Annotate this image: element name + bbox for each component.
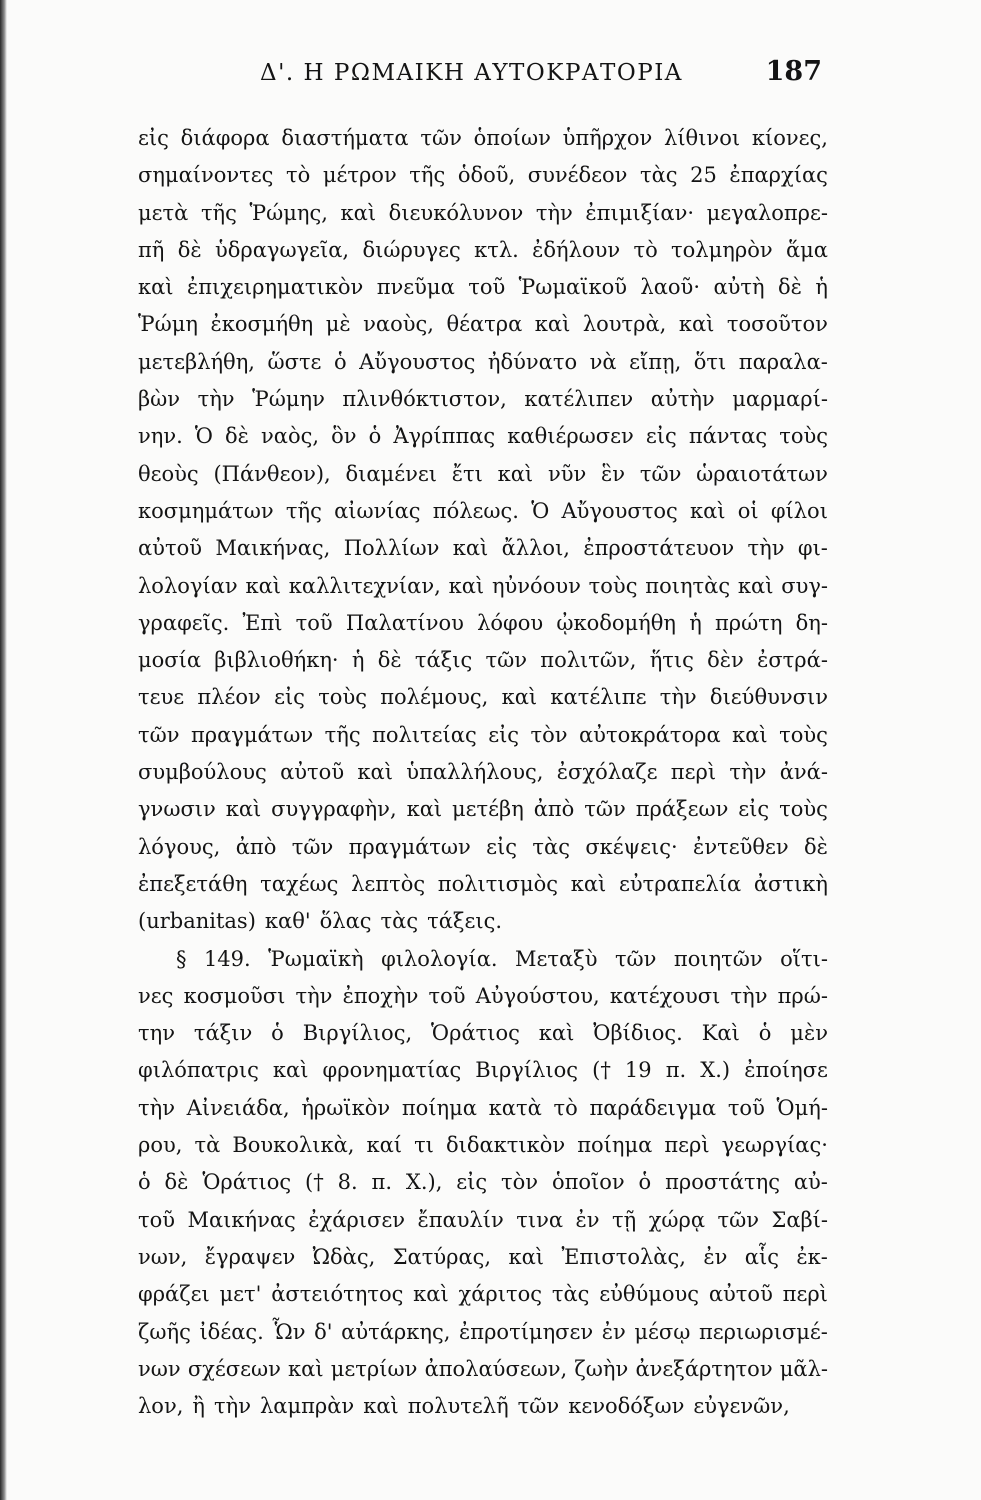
text-line: (urbanitas) καθ' ὅλας τὰς τάξεις.	[138, 909, 503, 934]
text-line: νην. Ὁ δὲ ναὸς, ὃν ὁ Ἀγρίππας καθιέρωσεν εἰς πάντας τοὺς	[138, 424, 828, 449]
text-line: βὼν τὴν Ῥώμην πλινθόκτιστον, κατέλιπεν αὐτὴν μαρμαρί-	[138, 387, 828, 412]
text-line: Ῥώμη ἐκοσμήθη μὲ ναοὺς, θέατρα καὶ λουτρὰ, καὶ τοσοῦτον	[138, 312, 828, 337]
page-binding-edge	[0, 0, 7, 1500]
text-line: τευε πλέον εἰς τοὺς πολέμους, καὶ κατέλιπε τὴν διεύθυνσιν	[138, 685, 828, 710]
text-line: μετὰ τῆς Ῥώμης, καὶ διευκόλυνον τὴν ἐπιμιξίαν· μεγαλοπρε-	[138, 200, 828, 225]
text-line: μοσία βιβλιοθήκη· ἡ δὲ τάξις τῶν πολιτῶν, ἥτις δὲν ἐστρά-	[138, 648, 828, 673]
text-line: γραφεῖς. Ἐπὶ τοῦ Παλατίνου λόφου ᾠκοδομήθη ἡ πρώτη δη-	[138, 610, 828, 635]
text-line: νες κοσμοῦσι τὴν ἐποχὴν τοῦ Αὐγούστου, κατέχουσι τὴν πρώ-	[138, 983, 828, 1008]
text-line: αὐτοῦ Μαικήνας, Πολλίων καὶ ἄλλοι, ἐπροστάτευον τὴν φι-	[138, 536, 828, 561]
body-text	[138, 120, 828, 1425]
text-line: σημαίνοντες τὸ μέτρον τῆς ὁδοῦ, συνέδεον τὰς 25 ἐπαρχίας	[138, 163, 828, 188]
text-line: εἰς διάφορα διαστήματα τῶν ὁποίων ὑπῆρχον λίθινοι κίονες,	[138, 126, 828, 150]
text-line: νων σχέσεων καὶ μετρίων ἀπολαύσεων, ζωὴν ἀνεξάρτητον μᾶλ-	[138, 1356, 828, 1381]
text-line: ζωῆς ἰδέας. Ὧν δ' αὐτάρκης, ἐπροτίμησεν ἐν μέσῳ περιωρισμέ-	[138, 1319, 828, 1344]
running-title: Δ'. Η ΡΩΜΑΙΚΗ ΑΥΤΟΚΡΑΤΟΡΙΑ	[260, 60, 683, 86]
text-line: ἐπεξετάθη ταχέως λεπτὸς πολιτισμὸς καὶ εὐτραπελία ἀστικὴ	[138, 871, 828, 896]
text-line: φράζει μετ' ἀστειότητος καὶ χάριτος τὰς εὐθύμους αὐτοῦ περὶ	[138, 1282, 828, 1307]
text-line: τὴν Αἰνειάδα, ἡρωϊκὸν ποίημα κατὰ τὸ παράδειγμα τοῦ Ὁμή-	[138, 1095, 828, 1120]
text-line: γνωσιν καὶ συγγραφὴν, καὶ μετέβη ἀπὸ τῶν πράξεων εἰς τοὺς	[138, 797, 828, 822]
text-line: καὶ ἐπιχειρηματικὸν πνεῦμα τοῦ Ῥωμαϊκοῦ λαοῦ· αὐτὴ δὲ ἡ	[138, 275, 828, 300]
text-line: § 149. Ῥωμαϊκὴ φιλολογία. Μεταξὺ τῶν ποιητῶν οἵτι-	[176, 946, 828, 971]
text-line: θεοὺς (Πάνθεον), διαμένει ἔτι καὶ νῦν ἓν τῶν ὡραιοτάτων	[138, 461, 828, 486]
page-number: 187	[765, 56, 822, 87]
text-line: νων, ἔγραψεν Ὠδὰς, Σατύρας, καὶ Ἐπιστολὰς, ἐν αἷς ἐκ-	[138, 1244, 828, 1269]
text-line: πῆ δὲ ὑδραγωγεῖα, διώρυγες κτλ. ἐδήλουν τὸ τολμηρὸν ἅμα	[138, 237, 828, 262]
text-line: τῶν πραγμάτων τῆς πολιτείας εἰς τὸν αὐτοκράτορα καὶ τοὺς	[138, 722, 828, 747]
text-line: ὁ δὲ Ὁράτιος († 8. π. Χ.), εἰς τὸν ὁποῖον ὁ προστάτης αὐ-	[138, 1170, 828, 1195]
text-line: ρου, τὰ Βουκολικὰ, καί τι διδακτικὸν ποίημα περὶ γεωργίας·	[138, 1133, 828, 1158]
text-line: λολογίαν καὶ καλλιτεχνίαν, καὶ ηὐνόουν τοὺς ποιητὰς καὶ συγ-	[138, 573, 828, 598]
text-line: την τάξιν ὁ Βιργίλιος, Ὁράτιος καὶ Ὀβίδιος. Καὶ ὁ μὲν	[138, 1021, 828, 1046]
text-line: συμβούλους αὐτοῦ καὶ ὑπαλλήλους, ἐσχόλαζε περὶ τὴν ἀνά-	[138, 760, 828, 785]
text-line: τοῦ Μαικήνας ἐχάρισεν ἔπαυλίν τινα ἐν τῇ χώρᾳ τῶν Σαβί-	[138, 1207, 828, 1232]
text-line: λόγους, ἀπὸ τῶν πραγμάτων εἰς τὰς σκέψεις· ἐντεῦθεν δὲ	[138, 834, 828, 859]
text-line: κοσμημάτων τῆς αἰωνίας πόλεως. Ὁ Αὔγουστος καὶ οἱ φίλοι	[138, 498, 828, 523]
text-line: λον, ἢ τὴν λαμπρὰν καὶ πολυτελῆ τῶν κενοδόξων εὐγενῶν,	[138, 1394, 790, 1419]
text-line: μετεβλήθη, ὥστε ὁ Αὔγουστος ἠδύνατο νὰ εἴπῃ, ὅτι παραλα-	[138, 349, 828, 374]
running-header	[140, 56, 822, 94]
text-line: φιλόπατρις καὶ φρονηματίας Βιργίλιος († 19 π. Χ.) ἐποίησε	[138, 1058, 828, 1083]
